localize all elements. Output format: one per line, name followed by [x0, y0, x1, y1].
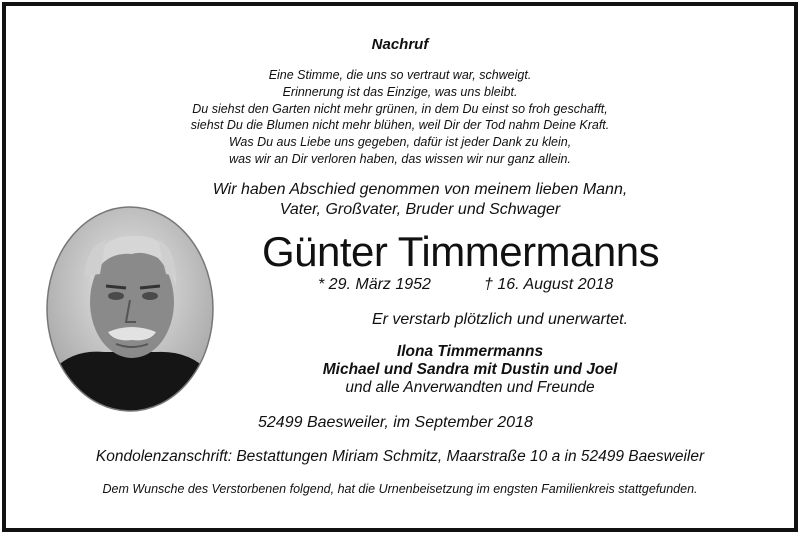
- relatives-line: und alle Anverwandten und Freunde: [345, 379, 595, 396]
- poem-line: was wir an Dir verloren haben, das wissen wir nur ganz allein.: [229, 151, 571, 166]
- burial-note: Dem Wunsche des Verstorbenen folgend, hat die Urnenbeisetzung im engsten Familienkreis stattgefunden.: [102, 482, 698, 496]
- poem-line: Eine Stimme, die uns so vertraut war, schweigt.: [268, 68, 532, 82]
- birth-date: * 29. März 1952: [318, 276, 431, 293]
- death-note: Er verstarb plötzlich und unerwartet.: [371, 311, 629, 328]
- mourners: [300, 343, 640, 397]
- notice-title: Nachruf: [371, 36, 429, 53]
- farewell-line: Vater, Großvater, Bruder und Schwager: [279, 201, 561, 218]
- farewell-line: Wir haben Abschied genommen von meinem lieben Mann,: [212, 181, 628, 198]
- poem: [0, 67, 800, 168]
- condolence-address: Kondolenzanschrift: Bestattungen Miriam Schmitz, Maarstraße 10 a in 52499 Baesweiler: [95, 448, 705, 465]
- deceased-name: Günter Timmermanns: [262, 228, 660, 275]
- farewell-text: [150, 180, 690, 220]
- place-date: 52499 Baesweiler, im September 2018: [258, 414, 533, 431]
- portrait-photo: [44, 204, 216, 414]
- poem-line: Du siehst den Garten nicht mehr grünen, in dem Du einst so froh geschafft,: [192, 101, 608, 116]
- mourner-line: Ilona Timmermanns: [396, 343, 544, 360]
- poem-line: siehst Du die Blumen nicht mehr blühen, weil Dir der Tod nahm Deine Kraft.: [190, 118, 610, 133]
- mourner-line: Michael und Sandra mit Dustin und Joel: [322, 361, 618, 378]
- death-date: † 16. August 2018: [484, 276, 614, 293]
- poem-line: Was Du aus Liebe uns gegeben, dafür ist jeder Dank zu klein,: [228, 135, 572, 150]
- poem-line: Erinnerung ist das Einzige, was uns bleibt.: [282, 84, 518, 99]
